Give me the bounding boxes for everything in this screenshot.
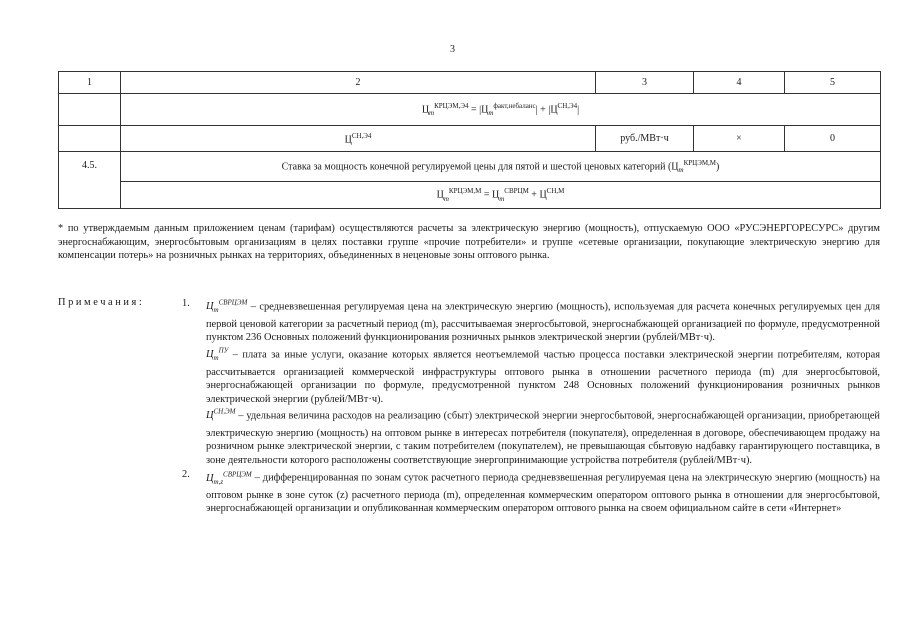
note-item (182, 297, 880, 467)
note-number: 2. (182, 469, 190, 481)
formula-cell: $Ц_m^{КРЦЭМ,М} = Ц_m^{СВРЦМ} + Ц^{СН,М}$ (121, 182, 881, 209)
note-paragraph: $Ц_{m,z}^{СВРЦЭМ}$ – дифференцированная по зонам суток расчетного периода средневзвешенная регулируемая цена на электрическую энергию (мощность) на оптовом рынке в зоне суток (z) расчетного периода (m), определенная коммерческим оператором оптового рынка в отношении для энергосбытовой, энергоснабжающей организации и опубликованная коммерческим оператором оптового рынка на своем официальном сайте в сети «Интернет» (206, 470, 880, 515)
symbol-cell: $Ц^{СН,Э4}$ (121, 126, 596, 152)
table-row (59, 126, 881, 152)
note-number: 1. (182, 298, 190, 309)
value-cell: 0 (785, 126, 881, 152)
formula-cell: $Ц_m^{КРЦЭМ,Э4} = |Ц_m^{факт,небаланс}| + |Ц^{СН,Э4}|$ (121, 94, 881, 126)
note-paragraph: $Ц^{СН,ЭМ}$ – удельная величина расходов на реализацию (сбыт) электрической энергии энергосбытовой, энергоснабжающей организации, приобретающей электрическую энергию (мощность) на оптовом рынке в интересах потребителя (покупателя), определенная в договоре, обеспечивающем продажу на розничном рынке электрической энергии, с таким потребителем (покупателем), не превышающая сбытовую надбавку гарантирующего поставщика, в зоне деятельности которого расположены соответствующие энергопринимающие устройства потребителя (рублей/МВт·ч). (206, 407, 880, 466)
value-cell: × (694, 126, 785, 152)
tariff-table (58, 71, 881, 209)
footnote: * по утверждаемым данным приложением ценам (тарифам) осуществляются расчеты за электрическую энергию (мощность), отпускаемую ООО «РУСЭНЕРГОРЕСУРС» другим энергоснабжающим, энергосбытовым организациям в целях поставки группе «прочие потребители» и группе «сетевые организации, покупающие электрическую энергию для компенсации потерь» на розничных рынках на территориях, объединенных в неценовые зоны оптового рынка. (58, 223, 880, 262)
unit-cell: руб./МВт·ч (596, 126, 694, 152)
notes-label: Примечания: (58, 297, 145, 308)
header-cell: 5 (785, 72, 881, 94)
header-cell: 3 (596, 72, 694, 94)
note-paragraph: $Ц_m^{СВРЦЭМ}$ – средневзвешенная регулируемая цена на электрическую энергию (мощность), используемая для расчета конечных регулируемых цен для первой ценовой категории за расчетный период (m), рассчитываемая энергосбытовой, энергоснабжающей организацией по формуле, предусмотренной пунктом 236 Основных положений функционирования розничных рынков электрической энергии (рублей/МВт·ч). (206, 299, 880, 344)
note-item (182, 468, 880, 516)
table-row (59, 152, 881, 182)
note-paragraph: $Ц_m^{ПУ}$ – плата за иные услуги, оказание которых является неотъемлемой частью процесса поставки электрической энергии потребителям, которая рассчитывается организацией коммерческой инфраструктуры оптового рынка в отношении расчетного периода (m) для энергосбытовой, энергоснабжающей организации по формуле, предусмотренной пунктом 248 Основных положений функционирования розничных рынков электрической энергии (рублей/МВт·ч). (206, 346, 880, 405)
table-row (59, 182, 881, 209)
row-number-cell (59, 126, 121, 152)
row-number-cell (59, 94, 121, 126)
table-header-row (59, 72, 881, 94)
page-number: 3 (450, 44, 455, 55)
row-number-cell: 4.5. (59, 152, 121, 209)
table-row (59, 94, 881, 126)
description-cell: Ставка за мощность конечной регулируемой цены для пятой и шестой ценовых категорий $(Ц_m^{КРЦЭМ,М})$ (121, 152, 881, 182)
header-cell: 2 (121, 72, 596, 94)
notes-list (182, 297, 880, 517)
header-cell: 4 (694, 72, 785, 94)
header-cell: 1 (59, 72, 121, 94)
